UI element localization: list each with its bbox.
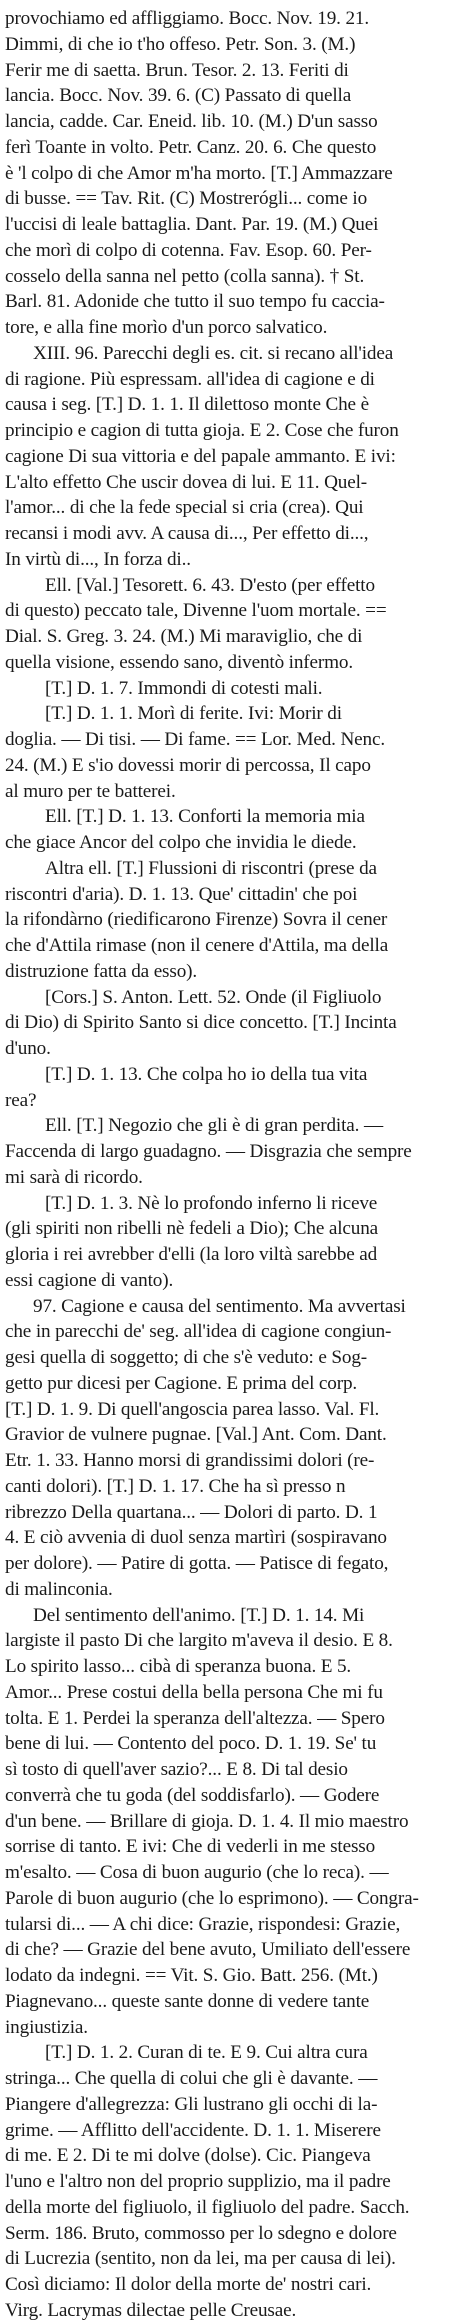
text-line: che d'Attila rimase (non il cenere d'Attila, ma della — [5, 935, 389, 956]
text-line: lodato da indegni. == Vit. S. Gio. Batt. 256. (Mt.) — [5, 1965, 378, 1986]
text-line: ribrezzo Della quartana... — Dolori di parto. D. 1 — [5, 1501, 378, 1523]
text-line: cagione Di sua vittoria e del papale ammanto. E ivi: — [5, 445, 396, 467]
text-line: di me. E 2. Di te mi dolve (dolse). Cic. Piangeva — [5, 2145, 371, 2167]
text-line: principio e cagion di tutta gioja. E 2. Cose che furon — [5, 420, 399, 441]
text-line: Del sentimento dell'animo. [T.] D. 1. 14. Mi — [33, 1604, 365, 1626]
text-line: [T.] D. 1. 2. Curan di te. E 9. Cui altra cura — [45, 2042, 368, 2064]
text-line: d'uno. — [5, 1038, 51, 1059]
text-line: m'esalto. — Cosa di buon augurio (che lo reca). — — [5, 1862, 389, 1883]
text-line: l'amor... di che la fede special si cria (crea). Qui — [5, 497, 364, 519]
text-line: d'un bene. — Brillare di gioja. D. 1. 4. Il mio maestro — [5, 1810, 409, 1832]
text-line: L'alto effetto Che uscir dovea di lui. E 11. Quel- — [5, 471, 368, 493]
text-line: In virtù di..., In forza di.. — [5, 548, 191, 570]
text-line: lancia, cadde. Car. Eneid. lib. 10. (M.) D'un sasso — [5, 111, 378, 132]
text-line: Piangere d'allegrezza: Gli lustrano gli occhi di la- — [5, 2093, 378, 2115]
text-line: [T.] D. 1. 7. Immondi di cotesti mali. — [45, 677, 323, 699]
text-line: largiste il pasto Di che largito m'aveva il desio. E 8. — [5, 1630, 393, 1652]
text-line: provochiamo ed affliggiamo. Bocc. Nov. 19. 21. — [5, 8, 369, 29]
text-line: per dolore). — Patire di gotta. — Patisce di fegato, — [5, 1553, 389, 1574]
text-line: Etr. 1. 33. Hanno morsi di grandissimi dolori (re- — [5, 1450, 375, 1471]
text-line: l'uno e l'altro non del proprio supplizio, ma il padre — [5, 2171, 391, 2192]
text-line: Faccenda di largo guadagno. — Disgrazia che sempre — [5, 1141, 412, 1162]
text-line: di Dio) di Spirito Santo si dice concetto. [T.] Incinta — [5, 1012, 397, 1034]
text-line: di che? — Grazie del bene avuto, Umiliato dell'essere — [5, 1939, 411, 1961]
text-line: Parole di buon augurio (che lo esprimono). — Congra- — [5, 1887, 419, 1909]
text-line: rea? — [5, 1089, 37, 1111]
text-line: sorrise di tanto. E ivi: Che di vederli in me stesso — [5, 1836, 376, 1858]
text-line: cosselo della sanna nel petto (colla sanna). † St. — [5, 265, 365, 287]
text-line: Dimmi, di che io t'ho offeso. Petr. Son. 3. (M.) — [5, 33, 356, 55]
text-line: [T.] D. 1. 3. Nè lo profondo inferno li riceve — [45, 1192, 378, 1214]
text-line: che in parecchi de' seg. all'idea di cagione congiun- — [5, 1321, 392, 1343]
text-line: essi cagione di vanto). — [5, 1269, 174, 1291]
section-heading-line: 97. Cagione e causa del sentimento. Ma avvertasi — [33, 1295, 406, 1317]
text-line: [T.] D. 1. 13. Che colpa ho io della tua vita — [45, 1063, 368, 1085]
text-line: mi sarà di ricordo. — [5, 1166, 143, 1188]
text-line: bene di lui. — Contento del poco. D. 1. 19. Se' tu — [5, 1733, 377, 1755]
text-line: di malinconia. — [5, 1578, 113, 1600]
text-line: tularsi di... — A chi dice: Grazie, rispondesi: Grazie, — [5, 1913, 401, 1935]
text-line: di Lucrezia (sentito, non da lei, ma per causa di lei). — [5, 2248, 396, 2270]
text-line: [T.] D. 1. 9. Di quell'angoscia parea lasso. Val. Fl. — [5, 1398, 380, 1420]
text-line: 4. E ciò avvenia di duol senza martìri (sospiravano — [5, 1527, 387, 1549]
text-line: Lo spirito lasso... cibà di speranza buona. E 5. — [5, 1656, 352, 1677]
text-line: Ferir me di saetta. Brun. Tesor. 2. 13. Feriti di — [5, 59, 349, 81]
text-line: che morì di colpo di cotenna. Fav. Esop. 60. Per- — [5, 239, 372, 261]
text-line: doglia. — Di tisi. — Di fame. == Lor. Med. Nenc. — [5, 729, 386, 750]
text-line: è 'l colpo di che Amor m'ha morto. [T.] Ammazzare — [5, 162, 393, 184]
text-line: grime. — Afflitto dell'accidente. D. 1. 1. Miserere — [5, 2119, 381, 2141]
text-line: [Cors.] S. Anton. Lett. 52. Onde (il Figliuolo — [45, 986, 382, 1008]
text-line: gloria i rei avrebber d'elli (la loro viltà sarebbe ad — [5, 1244, 378, 1265]
text-line: Così diciamo: Il dolor della morte de' nostri cari. — [5, 2274, 372, 2295]
text-line: Amor... Prese costui della bella persona Che mi fu — [5, 1681, 383, 1703]
text-line: (gli spiriti non ribelli nè fedeli a Dio); Che alcuna — [5, 1218, 379, 1240]
text-line: ingiustizia. — [5, 2016, 88, 2038]
text-line: Ell. [Val.] Tesorett. 6. 43. D'esto (per effetto — [45, 574, 375, 596]
text-line: la rifondàrno (riedificarono Firenze) Sovra il cener — [5, 909, 388, 931]
text-line: [T.] D. 1. 1. Morì di ferite. Ivi: Morir di — [45, 703, 342, 725]
text-line: al muro per te batterei. — [5, 780, 176, 802]
text-line: tore, e alla fine morìo d'un porco salvatico. — [5, 317, 328, 338]
text-line: lancia. Bocc. Nov. 39. 6. (C) Passato di quella — [5, 85, 352, 107]
text-line: Ell. [T.] D. 1. 13. Conforti la memoria mia — [45, 806, 365, 828]
text-line: Barl. 81. Adonide che tutto il suo tempo fu caccia- — [5, 291, 385, 313]
text-line: Virg. Lacrymas dilectae pelle Creusae. — [5, 2299, 297, 2321]
text-line: 24. (M.) E s'io dovessi morir di percossa, Il capo — [5, 754, 371, 776]
section-heading-line: XIII. 96. Parecchi degli es. cit. si recano all'idea — [33, 342, 394, 364]
text-line: ferì Toante in volto. Petr. Canz. 20. 6. Che questo — [5, 136, 377, 158]
text-line: causa i seg. [T.] D. 1. 1. Il dilettoso monte Che è — [5, 394, 369, 416]
text-line: stringa... Che quella di colui che gli è davante. — — [5, 2068, 378, 2089]
text-line: riscontri d'aria). D. 1. 13. Que' cittadin' che poi — [5, 883, 358, 905]
text-line: Gravior de vulnere pugnae. [Val.] Ant. Com. Dant. — [5, 1424, 387, 1446]
text-line: canti dolori). [T.] D. 1. 17. Che ha sì presso n — [5, 1475, 346, 1497]
text-line: di ragione. Più espressam. all'idea di cagione e di — [5, 368, 375, 390]
text-line: che giace Ancor del colpo che invidia le diede. — [5, 832, 357, 853]
text-line: della morte del figliuolo, il figliuolo del padre. Sacch. — [5, 2196, 410, 2218]
text-line: di questo) peccato tale, Divenne l'uom mortale. == — [5, 600, 387, 622]
text-line: gesi quella di soggetto; di che s'è veduto: e Sog- — [5, 1347, 368, 1368]
text-line: recansi i modi avv. A causa di..., Per effetto di..., — [5, 523, 369, 544]
text-line: Ell. [T.] Negozio che gli è di gran perdita. — — [45, 1115, 383, 1137]
text-line: distruzione fatta da esso). — [5, 960, 198, 982]
text-line: Piagnevano... queste sante donne di vedere tante — [5, 1990, 370, 2012]
text-line: Serm. 186. Bruto, commosso per lo sdegno e dolore — [5, 2222, 397, 2244]
text-line: di busse. == Tav. Rit. (C) Mostrerógli... come io — [5, 188, 368, 210]
text-line: converrà che tu goda (del soddisfarlo). — Godere — [5, 1784, 380, 1806]
text-line: sì tosto di quell'aver sazio?... E 8. Di tal desio — [5, 1759, 348, 1780]
text-line: quella visione, essendo sano, diventò infermo. — [5, 651, 353, 673]
text-line: l'uccisi di leale battaglia. Dant. Par. 19. (M.) Quei — [5, 214, 379, 235]
text-line: Dial. S. Greg. 3. 24. (M.) Mi maraviglio, che di — [5, 626, 363, 647]
text-line: Altra ell. [T.] Flussioni di riscontri (prese da — [45, 857, 377, 879]
text-line: getto pur dicesi per Cagione. E prima del corp. — [5, 1372, 358, 1394]
text-line: tolta. E 1. Perdei la speranza dell'altezza. — Spero — [5, 1707, 385, 1729]
